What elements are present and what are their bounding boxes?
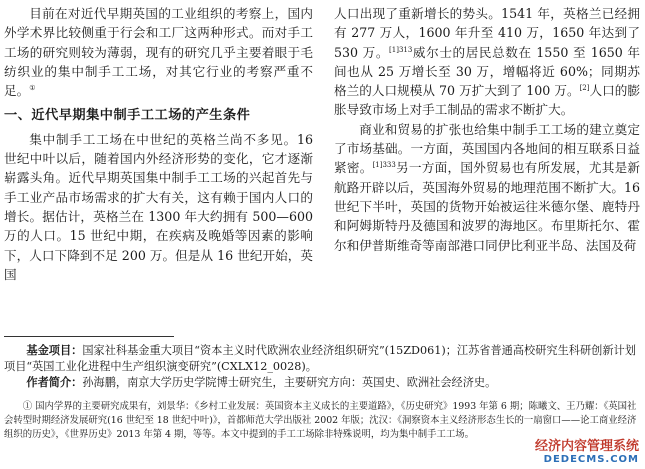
author-line bbox=[4, 375, 640, 391]
author-label: 作者简介： bbox=[26, 376, 83, 389]
fund-text: 国家社科基金重大项目“资本主义时代欧洲农业经济组织研究”(15ZD061)；江苏省普通高校研究生科研创新计划项目“英国工业化进程中生产组织演变研究”(CXLX12_0028)。 bbox=[4, 344, 636, 373]
fund-label: 基金项目： bbox=[26, 344, 83, 357]
section-heading: 一、近代早期集中制手工工场的产生条件 bbox=[4, 108, 251, 124]
fund-line bbox=[4, 343, 640, 375]
left-column bbox=[4, 4, 313, 284]
citation-ref[interactable]: [1]333 bbox=[372, 161, 396, 170]
footnote-marker[interactable]: ① bbox=[29, 84, 36, 92]
citation-ref[interactable]: [2] bbox=[579, 84, 590, 92]
watermark-line2: DEDECMS.COM bbox=[543, 454, 639, 465]
watermark-line1: 经济内容管理系统 bbox=[535, 435, 639, 454]
right-column bbox=[334, 4, 640, 255]
fund-info bbox=[4, 343, 640, 391]
citation-ref[interactable]: [1]313 bbox=[389, 45, 413, 54]
watermark bbox=[535, 435, 639, 465]
footnote-divider bbox=[4, 336, 174, 337]
trade-paragraph: 商业和贸易的扩张也给集中制手工工场的建立奠定了市场基础。一方面，英国国内各地间的相互联系日益紧密。$^{[1]333}$另一方面，国外贸易也有所发展，尤其是新航路开辟以后，英国海外贸易的地理范围不断扩大。16 世纪下半叶，英国的货物开始被运往米德尔堡、鹿特丹和阿姆斯特丹及德国和波罗的海地区。布里斯托尔、霍尔和伊普斯维奇等南部港口同伊比利亚半岛、法国及荷 bbox=[334, 121, 641, 253]
population-paragraph: 人口出现了重新增长的势头。1541 年，英格兰已经拥有 277 万人，1600 年升至 410 万，1650 年达到了 530 万。$^{[1]313}$威尔士的居民总数在 1550 至 1650 年间也从 25 万增长至 30 万，增幅将近 60%；同期苏格兰的人口规模从 70 万扩大到了 100 万。[2]人口的膨胀导致市场上对手工制品的需求不断扩大。 bbox=[334, 6, 640, 118]
intro-paragraph: 目前在对近代早期英国的工业组织的考察上，国内外学术界比较侧重于行会和工厂这两种形式。而对手工工场的研究则较为薄弱，现有的研究几乎主要着眼于毛纺织业的集中制手工工场，对其它行业的考察严重不足。① bbox=[4, 6, 313, 99]
footnote-1: ① 国内学界的主要研究成果有，刘景华：《乡村工业发展：英国资本主义成长的主要道路》，《历史研究》1993 年第 6 期；陈曦文、王乃耀：《英国社会转型时期经济发展研究(16 世纪至 18 世纪中叶)》，首都师范大学出版社 2002 年版；沈汉：《洞察资本主义经济形态生长的一扇窗口——论工商业经济组织的历史》，《世界历史》2013 年第 4 期，等等。本文中提到的手工工场除非特殊说明，均为集中制手工工场。 bbox=[4, 401, 637, 441]
author-text: 孙海鹏，南京大学历史学院博士研究生，主要研究方向：英国史、欧洲社会经济史。 bbox=[82, 376, 497, 389]
body-paragraph: 集中制手工工场在中世纪的英格兰尚不多见。16 世纪中叶以后，随着国内外经济形势的变化，它才逐渐崭露头角。近代早期英国集中制手工工场的兴起首先与手工业产品市场需求的扩大有关，这有赖于国内人口的增长。据估计，英格兰在 1300 年大约拥有 500—600 万的人口。15 世纪中期，在疾病及晚婚等因素的影响下，人口下降到不足 200 万。但是从 16 世纪开始，英国 bbox=[4, 131, 313, 282]
